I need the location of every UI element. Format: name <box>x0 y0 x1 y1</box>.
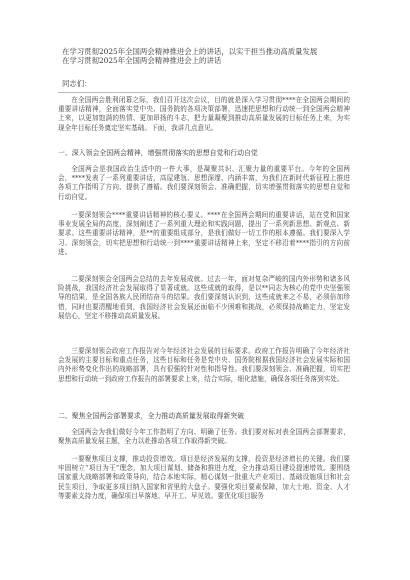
paragraph-3: 二要深刻领会全国两会总结的去年发展成就。过去一年，面对复杂严峻的国内外形势和诸多风险挑战，我国经济社会发展取得了显著成就。这些成就的取得，是以**同志为核心的党中央坚强领导的结果，是全国各族人民团结奋斗的结果。我们要深刻认识到，这些成就来之不易，必须倍加珍惜，同时也要清醒地看到，我国经济社会发展还面临不少困难和挑战，必须保持战略定力，坚定发展信心，坚定不移推动高质量发展。 <box>58 275 350 320</box>
paragraph-2: 一要深刻领会****重要讲话精神的核心要义。****在全国两会期间的重要讲话，站在党和国家事业发展全局的高度，深刻阐述了一系列重大理论和实践问题，提出了一系列新思想、新观点、新要求。这些重要讲话精神，是**的重要组成部分，是我们做好一切工作的根本遵循。我们要深入学习、深刻领会，切实把思想和行动统一到****重要讲话精神上来，坚定不移沿着****指引的方向前进。 <box>58 211 350 256</box>
section-heading-2: 二、聚焦全国两会部署要求，全力推动高质量发展取得新突破 <box>58 412 245 420</box>
document-title <box>62 47 362 66</box>
divider <box>58 92 348 93</box>
section-heading-1: 一、深入领会全国两会精神，增强贯彻落实的思想自觉和行动自觉 <box>58 149 258 157</box>
title-line-1: 在学习贯彻2025年全国两会精神推进会上的讲话，以实干担当推动高质量发展 <box>62 47 318 56</box>
paragraph-6: 一要聚焦项目支撑，推动投资增效。项目是经济发展的支撑，投资是经济增长的关键。我们要牢固树立“项目为王”理念，加大项目谋划、储备和推进力度，全力推动项目建设提速增效。要围绕国家重大战略部署和政策导向，结合本地实际，精心谋划一批重大产业项目、基础设施项目和社会民生项目，争取更多项目纳入国家和省里的大盘子。要强化项目要素保障，加大土地、资金、人才等要素支持力度，确保项目早落地、早开工、早见效。要优化项目服务 <box>58 455 350 500</box>
paragraph-1: 全国两会是我国政治生活中的一件大事，是凝聚共识、汇聚力量的重要平台。今年的全国两会，****发表了一系列重要讲话，高屋建瓴、思想深邃、内涵丰富，为我们在新时代新征程上推进各项工作指明了方向、提供了遵循。我们要深刻领会、准确把握，切实增强贯彻落实的思想自觉和行动自觉。 <box>58 165 350 201</box>
greeting: 同志们： <box>62 79 92 88</box>
paragraph-4: 三要深刻领会政府工作报告对今年经济社会发展的目标要求。政府工作报告明确了今年经济社会发展的主要目标和重点任务，这些目标和任务是党中央、国务院根据我国经济社会发展实际和国内外形势变化作出的战略部署，具有很强的针对性和指导性。我们要深刻领会、准确把握，切实把思想和行动统一到政府工作报告的部署要求上来，结合实际，细化措施，确保各项任务落到实处。 <box>58 347 350 383</box>
title-line-2: 在学习贯彻2025年全国两会精神推进会上的讲话 <box>62 56 222 66</box>
intro-paragraph: 在全国两会胜利闭幕之际，我们召开这次会议，目的就是深入学习贯彻****在全国两会期间的重要讲话精神，全面落实党中央、国务院的各项决策部署，迅速把思想和行动统一到全国两会精神上来，以更加饱满的热情、更加昂扬的斗志，把力量凝聚到推动高质量发展的目标任务上来，为实现全年目标任务奠定坚实基础。下面，我讲几点意见。 <box>58 96 350 132</box>
paragraph-5: 全国两会为我们做好今年工作指明了方向、明确了任务。我们要对标对表全国两会部署要求，聚焦高质量发展主题，全力以赴推动各项工作取得新突破。 <box>58 428 350 446</box>
